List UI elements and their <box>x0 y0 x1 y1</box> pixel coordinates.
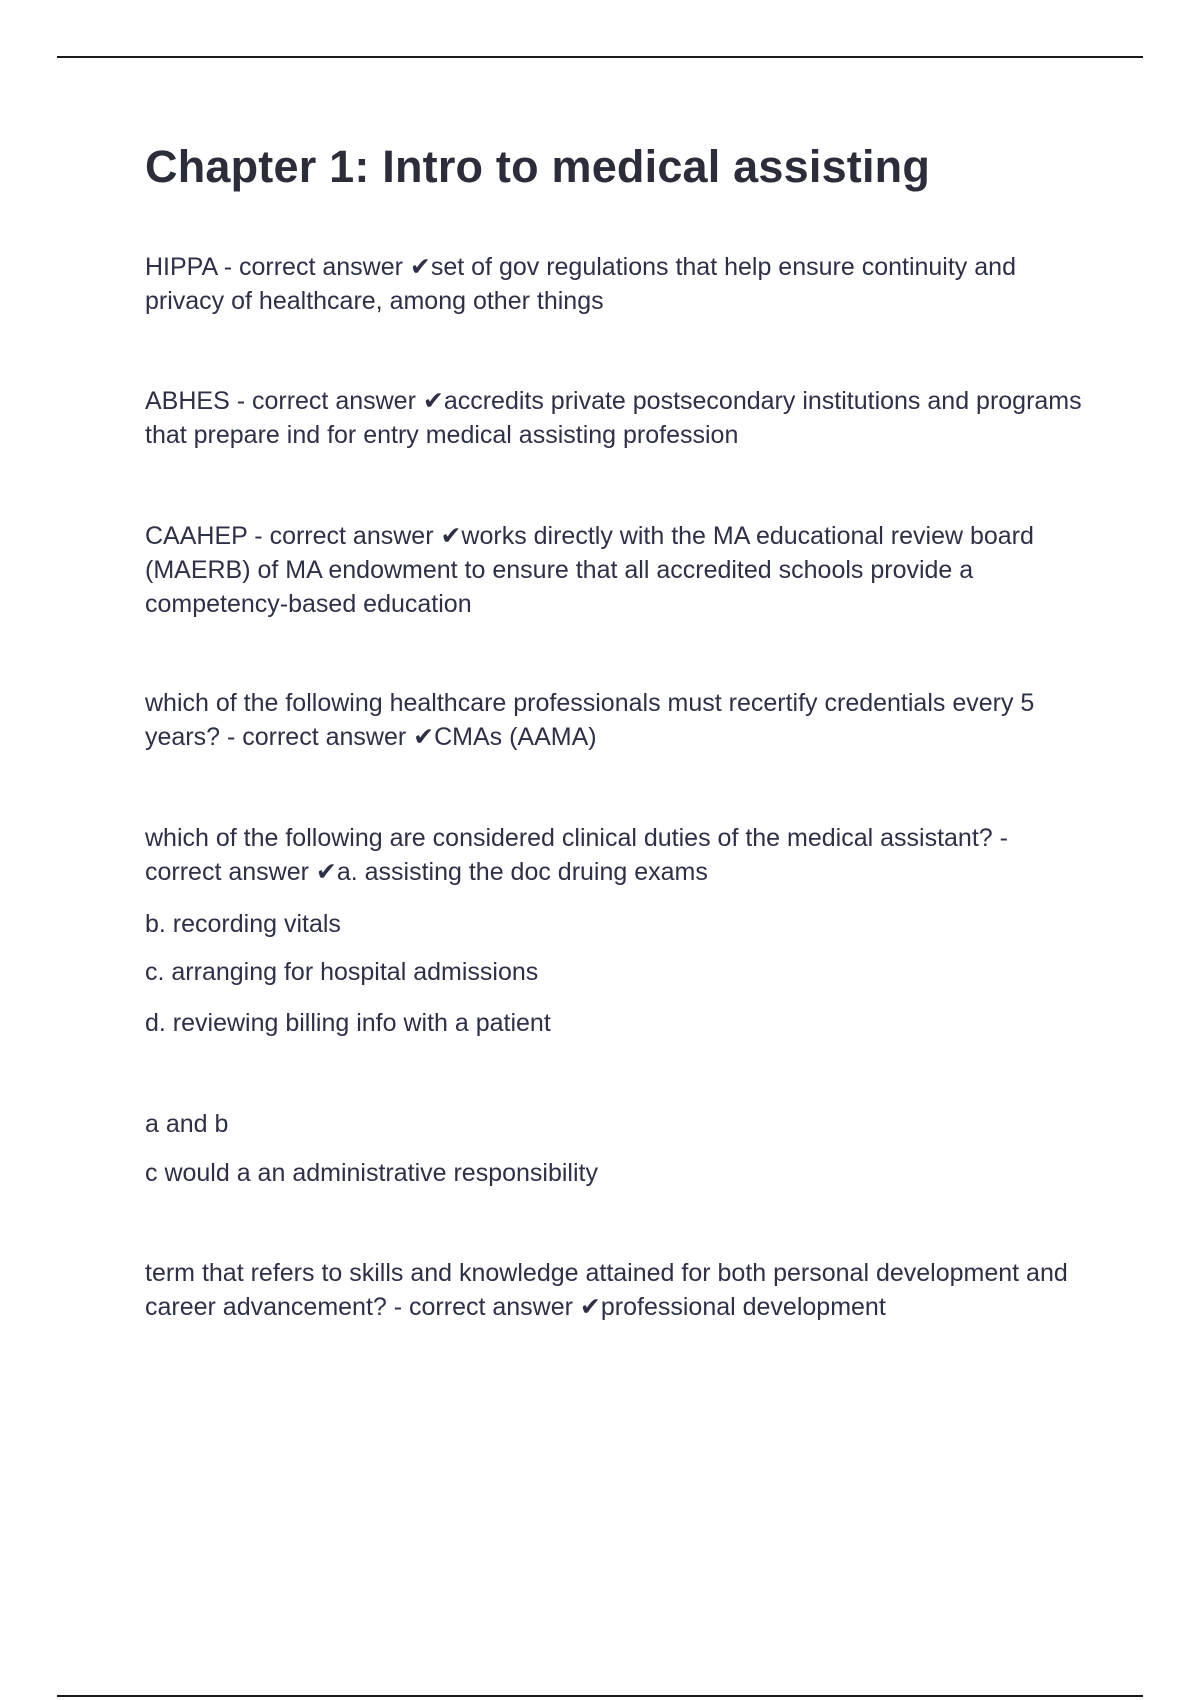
qa-item-clinical-duties <box>145 821 1090 889</box>
check-icon: ✔ <box>579 1293 601 1321</box>
check-icon: ✔ <box>422 387 444 415</box>
option-d: d. reviewing billing info with a patient <box>145 1009 551 1037</box>
qa-answer: a. assisting the doc druing exams <box>336 858 708 886</box>
qa-prefix: ABHES - correct answer <box>145 387 423 415</box>
qa-item-abhes <box>145 384 1090 452</box>
check-icon: ✔ <box>315 858 337 886</box>
top-rule <box>57 56 1143 58</box>
answer-line-2: c would a an administrative responsibility <box>145 1159 598 1187</box>
qa-item-recertify <box>145 686 1090 754</box>
option-c: c. arranging for hospital admissions <box>145 958 539 986</box>
qa-prefix: which of the following healthcare professionals must recertify credentials every 5 years? - correct answer <box>145 689 1035 751</box>
qa-item-professional-development <box>145 1256 1090 1324</box>
option-b: b. recording vitals <box>145 910 341 938</box>
qa-item-caahep <box>145 519 1090 621</box>
qa-prefix: term that refers to skills and knowledge attained for both personal development and career advancement? - correct answer <box>145 1259 1068 1321</box>
qa-prefix: HIPPA - correct answer <box>145 253 410 281</box>
qa-answer: accredits private postsecondary institutions and programs that prepare ind for entry medical assisting profession <box>145 387 1082 449</box>
qa-item-hippa <box>145 250 1090 318</box>
check-icon: ✔ <box>409 253 431 281</box>
check-icon: ✔ <box>413 723 435 751</box>
qa-answer: professional development <box>600 1293 886 1321</box>
answer-line-1: a and b <box>145 1110 229 1138</box>
qa-answer: works directly with the MA educational review board (MAERB) of MA endowment to ensure that all accredited schools provide a competency-based education <box>145 522 1034 618</box>
check-icon: ✔ <box>440 522 462 550</box>
document-body <box>145 140 1090 194</box>
bottom-rule <box>57 1695 1143 1697</box>
page-title: Chapter 1: Intro to medical assisting <box>145 141 931 192</box>
qa-answer: set of gov regulations that help ensure continuity and privacy of healthcare, among other things <box>145 253 1016 315</box>
qa-prefix: CAAHEP - correct answer <box>145 522 441 550</box>
qa-prefix: which of the following are considered clinical duties of the medical assistant? - correct answer <box>145 824 1008 886</box>
qa-answer: CMAs (AAMA) <box>434 723 597 751</box>
